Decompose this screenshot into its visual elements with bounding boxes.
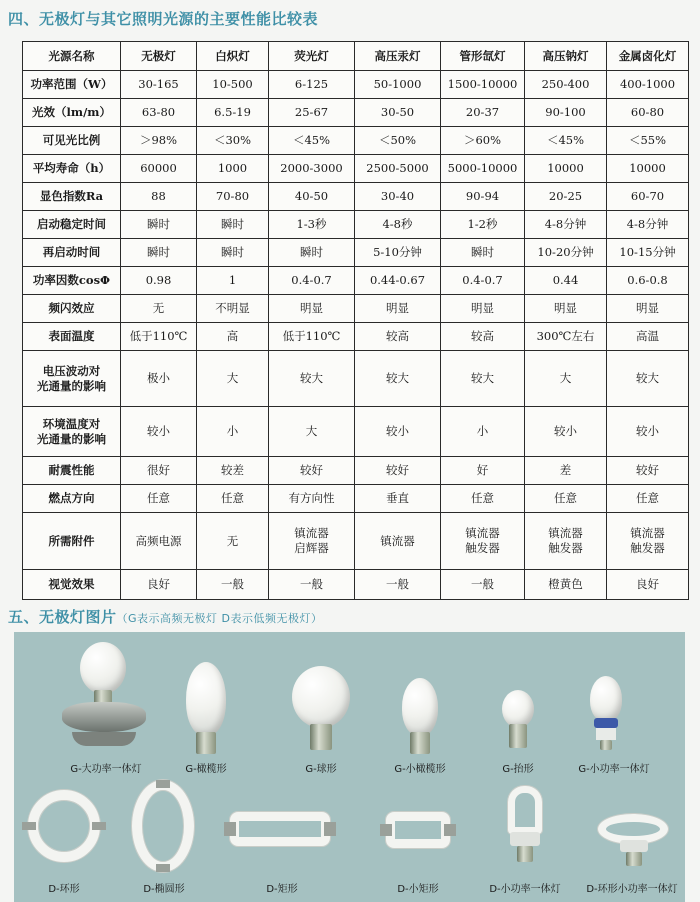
table-cell: 较高 xyxy=(355,323,441,351)
table-cell: 差 xyxy=(525,457,607,485)
row-header: 所需附件 xyxy=(23,513,121,570)
table-cell: 25-67 xyxy=(269,99,355,127)
row-header: 光效（lm/m） xyxy=(23,99,121,127)
table-cell: 瞬时 xyxy=(121,211,197,239)
table-row xyxy=(23,407,689,457)
table-cell: 一般 xyxy=(269,570,355,600)
lamp-caption-d6: D-环形小功率一体灯 xyxy=(586,884,678,895)
table-cell: 任意 xyxy=(197,485,269,513)
table-cell: 较大 xyxy=(607,351,689,407)
table-cell: 1-3秒 xyxy=(269,211,355,239)
row-header: 表面温度 xyxy=(23,323,121,351)
table-row xyxy=(23,351,689,407)
row-header: 功率范围（W） xyxy=(23,71,121,99)
table-cell: 瞬时 xyxy=(197,239,269,267)
table-cell: 6.5-19 xyxy=(197,99,269,127)
section-5-title xyxy=(8,606,323,627)
table-cell: 60-80 xyxy=(607,99,689,127)
lamp-caption-g4: G-小橄榄形 xyxy=(394,764,446,775)
column-header: 无极灯 xyxy=(121,42,197,71)
table-cell: 大 xyxy=(197,351,269,407)
row-header: 再启动时间 xyxy=(23,239,121,267)
table-row xyxy=(23,127,689,155)
lamp-caption-g1: G-大功率一体灯 xyxy=(70,764,142,775)
table-cell: 6-125 xyxy=(269,71,355,99)
table-row xyxy=(23,267,689,295)
table-cell: 垂直 xyxy=(355,485,441,513)
table-row xyxy=(23,513,689,570)
lamp-caption-g6: G-小功率一体灯 xyxy=(578,764,650,775)
table-cell: 1000 xyxy=(197,155,269,183)
table-row xyxy=(23,457,689,485)
table-cell: 大 xyxy=(525,351,607,407)
column-header: 高压钠灯 xyxy=(525,42,607,71)
table-cell: 镇流器 xyxy=(355,513,441,570)
column-header: 光源名称 xyxy=(23,42,121,71)
row-header: 耐震性能 xyxy=(23,457,121,485)
row-header: 环境温度对 光通量的影响 xyxy=(23,407,121,457)
table-cell: 高 xyxy=(197,323,269,351)
table-cell: ＜50% xyxy=(355,127,441,155)
lamp-caption-d4: D-小矩形 xyxy=(397,884,439,895)
table-cell: 0.4-0.7 xyxy=(269,267,355,295)
lamp-gallery xyxy=(14,632,685,902)
table-cell: ＜45% xyxy=(269,127,355,155)
table-cell: 很好 xyxy=(121,457,197,485)
table-cell: 良好 xyxy=(121,570,197,600)
table-cell: 无 xyxy=(197,513,269,570)
table-cell: 小 xyxy=(441,407,525,457)
row-header: 频闪效应 xyxy=(23,295,121,323)
table-cell: 0.44-0.67 xyxy=(355,267,441,295)
table-cell: 90-100 xyxy=(525,99,607,127)
table-cell: 20-37 xyxy=(441,99,525,127)
table-cell: 镇流器 触发器 xyxy=(525,513,607,570)
table-cell: ＜55% xyxy=(607,127,689,155)
table-cell: 4-8分钟 xyxy=(525,211,607,239)
row-header: 显色指数Ra xyxy=(23,183,121,211)
table-cell: 60000 xyxy=(121,155,197,183)
lamp-caption-d3: D-矩形 xyxy=(266,884,298,895)
table-cell: ＞98% xyxy=(121,127,197,155)
table-cell: 10-500 xyxy=(197,71,269,99)
table-cell: ＞60% xyxy=(441,127,525,155)
table-cell: 任意 xyxy=(525,485,607,513)
table-cell: 低于110℃ xyxy=(269,323,355,351)
lamp-caption-d2: D-椭圆形 xyxy=(143,884,185,895)
table-cell: ＜45% xyxy=(525,127,607,155)
table-cell: 明显 xyxy=(525,295,607,323)
table-row xyxy=(23,323,689,351)
table-cell: 较小 xyxy=(121,407,197,457)
table-row xyxy=(23,485,689,513)
table-row xyxy=(23,570,689,600)
table-cell: 一般 xyxy=(197,570,269,600)
lamp-caption-d1: D-环形 xyxy=(48,884,80,895)
row-header: 燃点方向 xyxy=(23,485,121,513)
column-header: 白炽灯 xyxy=(197,42,269,71)
table-cell: 瞬时 xyxy=(121,239,197,267)
table-row xyxy=(23,155,689,183)
table-cell: 较好 xyxy=(269,457,355,485)
table-cell: 较大 xyxy=(355,351,441,407)
table-cell: 明显 xyxy=(441,295,525,323)
table-cell: 任意 xyxy=(121,485,197,513)
row-header: 启动稳定时间 xyxy=(23,211,121,239)
column-header: 金属卤化灯 xyxy=(607,42,689,71)
row-header: 功率因数cosΦ xyxy=(23,267,121,295)
lamp-caption-g2: G-橄榄形 xyxy=(185,764,227,775)
table-cell: 2000-3000 xyxy=(269,155,355,183)
table-cell: 镇流器 启辉器 xyxy=(269,513,355,570)
column-header: 管形氙灯 xyxy=(441,42,525,71)
table-cell: 任意 xyxy=(441,485,525,513)
table-cell: 瞬时 xyxy=(269,239,355,267)
table-cell: 70-80 xyxy=(197,183,269,211)
table-cell: 4-8分钟 xyxy=(607,211,689,239)
table-cell: 较小 xyxy=(607,407,689,457)
table-cell: 较好 xyxy=(355,457,441,485)
table-row xyxy=(23,239,689,267)
table-cell: 无 xyxy=(121,295,197,323)
section-5-subtitle: （G表示高频无极灯 D表示低频无极灯） xyxy=(116,612,323,625)
table-cell: 30-165 xyxy=(121,71,197,99)
table-cell: 较好 xyxy=(607,457,689,485)
table-cell: 一般 xyxy=(355,570,441,600)
column-header: 荧光灯 xyxy=(269,42,355,71)
table-cell: 30-40 xyxy=(355,183,441,211)
section-4-title: 四、无极灯与其它照明光源的主要性能比较表 xyxy=(8,10,319,28)
table-row xyxy=(23,71,689,99)
table-cell: 瞬时 xyxy=(441,239,525,267)
table-cell: 高频电源 xyxy=(121,513,197,570)
table-cell: 明显 xyxy=(607,295,689,323)
table-cell: 较大 xyxy=(441,351,525,407)
table-cell: 瞬时 xyxy=(197,211,269,239)
table-cell: 较小 xyxy=(525,407,607,457)
table-cell: 1500-10000 xyxy=(441,71,525,99)
table-cell: 1 xyxy=(197,267,269,295)
table-cell: 0.44 xyxy=(525,267,607,295)
table-cell: 低于110℃ xyxy=(121,323,197,351)
table-cell: 较大 xyxy=(269,351,355,407)
table-cell: 300℃左右 xyxy=(525,323,607,351)
table-cell: 10-15分钟 xyxy=(607,239,689,267)
table-cell: 20-25 xyxy=(525,183,607,211)
table-cell: 良好 xyxy=(607,570,689,600)
table-row xyxy=(23,295,689,323)
table-cell: ＜30% xyxy=(197,127,269,155)
column-header: 高压汞灯 xyxy=(355,42,441,71)
table-cell: 60-70 xyxy=(607,183,689,211)
table-cell: 一般 xyxy=(441,570,525,600)
table-cell: 10000 xyxy=(607,155,689,183)
table-cell: 0.4-0.7 xyxy=(441,267,525,295)
row-header: 电压波动对 光通量的影响 xyxy=(23,351,121,407)
table-cell: 0.6-0.8 xyxy=(607,267,689,295)
table-cell: 0.98 xyxy=(121,267,197,295)
lamp-caption-g3: G-球形 xyxy=(305,764,337,775)
table-cell: 不明显 xyxy=(197,295,269,323)
table-cell: 88 xyxy=(121,183,197,211)
section-5-title-main: 五、无极灯图片 xyxy=(8,608,117,626)
table-cell: 10-20分钟 xyxy=(525,239,607,267)
table-cell: 有方向性 xyxy=(269,485,355,513)
row-header: 平均寿命（h） xyxy=(23,155,121,183)
row-header: 可见光比例 xyxy=(23,127,121,155)
table-cell: 较高 xyxy=(441,323,525,351)
table-cell: 较差 xyxy=(197,457,269,485)
table-cell: 好 xyxy=(441,457,525,485)
table-cell: 任意 xyxy=(607,485,689,513)
table-cell: 2500-5000 xyxy=(355,155,441,183)
table-row xyxy=(23,211,689,239)
table-cell: 极小 xyxy=(121,351,197,407)
lamp-caption-d5: D-小功率一体灯 xyxy=(489,884,561,895)
table-cell: 5-10分钟 xyxy=(355,239,441,267)
table-row xyxy=(23,99,689,127)
comparison-table xyxy=(22,41,689,600)
table-cell: 橙黄色 xyxy=(525,570,607,600)
table-cell: 明显 xyxy=(355,295,441,323)
table-cell: 镇流器 触发器 xyxy=(607,513,689,570)
table-cell: 较小 xyxy=(355,407,441,457)
table-cell: 50-1000 xyxy=(355,71,441,99)
table-cell: 明显 xyxy=(269,295,355,323)
table-cell: 10000 xyxy=(525,155,607,183)
table-cell: 大 xyxy=(269,407,355,457)
table-cell: 小 xyxy=(197,407,269,457)
table-header-row xyxy=(23,42,689,71)
table-cell: 63-80 xyxy=(121,99,197,127)
table-cell: 400-1000 xyxy=(607,71,689,99)
row-header: 视觉效果 xyxy=(23,570,121,600)
table-cell: 镇流器 触发器 xyxy=(441,513,525,570)
table-cell: 1-2秒 xyxy=(441,211,525,239)
table-cell: 90-94 xyxy=(441,183,525,211)
table-cell: 高温 xyxy=(607,323,689,351)
table-cell: 40-50 xyxy=(269,183,355,211)
table-cell: 5000-10000 xyxy=(441,155,525,183)
table-cell: 250-400 xyxy=(525,71,607,99)
table-cell: 30-50 xyxy=(355,99,441,127)
table-cell: 4-8秒 xyxy=(355,211,441,239)
table-row xyxy=(23,183,689,211)
lamp-caption-g5: G-抬形 xyxy=(502,764,534,775)
